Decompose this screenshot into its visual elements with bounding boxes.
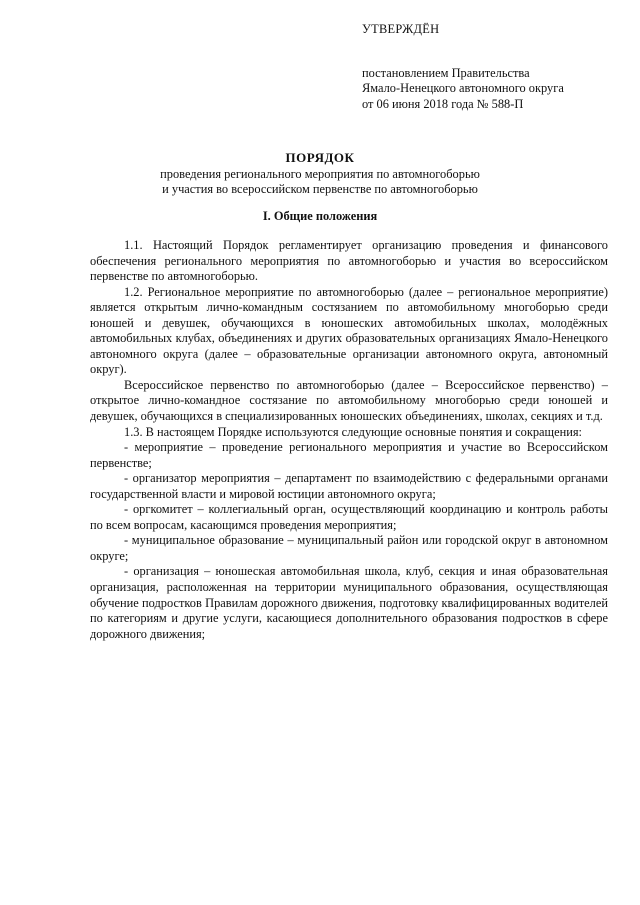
list-item: - организатор мероприятия – департамент по взаимодействию с федеральными органами государственной власти и мировой юстиции автономного округа; xyxy=(90,471,608,501)
paragraph: 1.1. Настоящий Порядок регламентирует организацию проведения и финансового обеспечения регионального мероприятия по автомногоборью и участия во всероссийском первенстве по автомногоборью. xyxy=(90,238,608,284)
document-subtitle-line: и участия во всероссийском первенстве по автомногоборью xyxy=(162,182,478,196)
approval-line: постановлением Правительства xyxy=(362,65,530,80)
approval-stamp xyxy=(362,22,622,112)
paragraph: 1.3. В настоящем Порядке используются следующие основные понятия и сокращения: xyxy=(124,424,582,439)
document-subtitle-line: проведения регионального мероприятия по автомногоборью xyxy=(160,166,480,181)
paragraph: Всероссийское первенство по автомногоборью (далее – Всероссийское первенство) – открытое лично-командное состязание по автомобильному многоборью среди юношей и девушек, обучающихся в специализированных юношеских объединениях, школах, секциях и т.д. xyxy=(90,377,608,424)
section-heading: I. Общие положения xyxy=(262,209,378,223)
paragraph: 1.2. Региональное мероприятие по автомногоборью (далее – региональное мероприятие) является открытым лично-командным состязанием по автомобильному многоборью среди юношей и девушек, обучающихся в юношеских автомобильных школах, молодёжных автомобильных клубах, объединениях и других образовательных организациях Ямало-Ненецкого автономного округа (далее – образовательные организации автономного округа, автономный округ). xyxy=(90,284,608,377)
list-item: - оргкомитет – коллегиальный орган, осуществляющий координацию и контроль работы по всем вопросам, касающимся проведения мероприятия; xyxy=(90,502,608,532)
document-title-block xyxy=(80,150,560,198)
list-item: - муниципальное образование – муниципальный район или городской округ в автономном округе; xyxy=(90,533,608,563)
approval-line: Ямало-Ненецкого автономного округа xyxy=(362,81,564,95)
approval-line: от 06 июня 2018 года № 588-П xyxy=(362,96,524,111)
list-item: - мероприятие – проведение регионального мероприятия и участие во Всероссийском первенстве; xyxy=(90,440,608,470)
approval-heading: УТВЕРЖДЁН xyxy=(362,22,440,36)
list-item: - организация – юношеская автомобильная школа, клуб, секция и иная образовательная организация, расположенная на территории муниципального образования, осуществляющая обучение подростков Правилам дорожного движения, подготовку квалифицированных водителей по категориям и другие услуги, касающиеся дополнительного образования подростков в сфере дорожного движения; xyxy=(90,564,608,641)
document-title: ПОРЯДОК xyxy=(285,150,355,165)
document-body xyxy=(90,238,608,642)
